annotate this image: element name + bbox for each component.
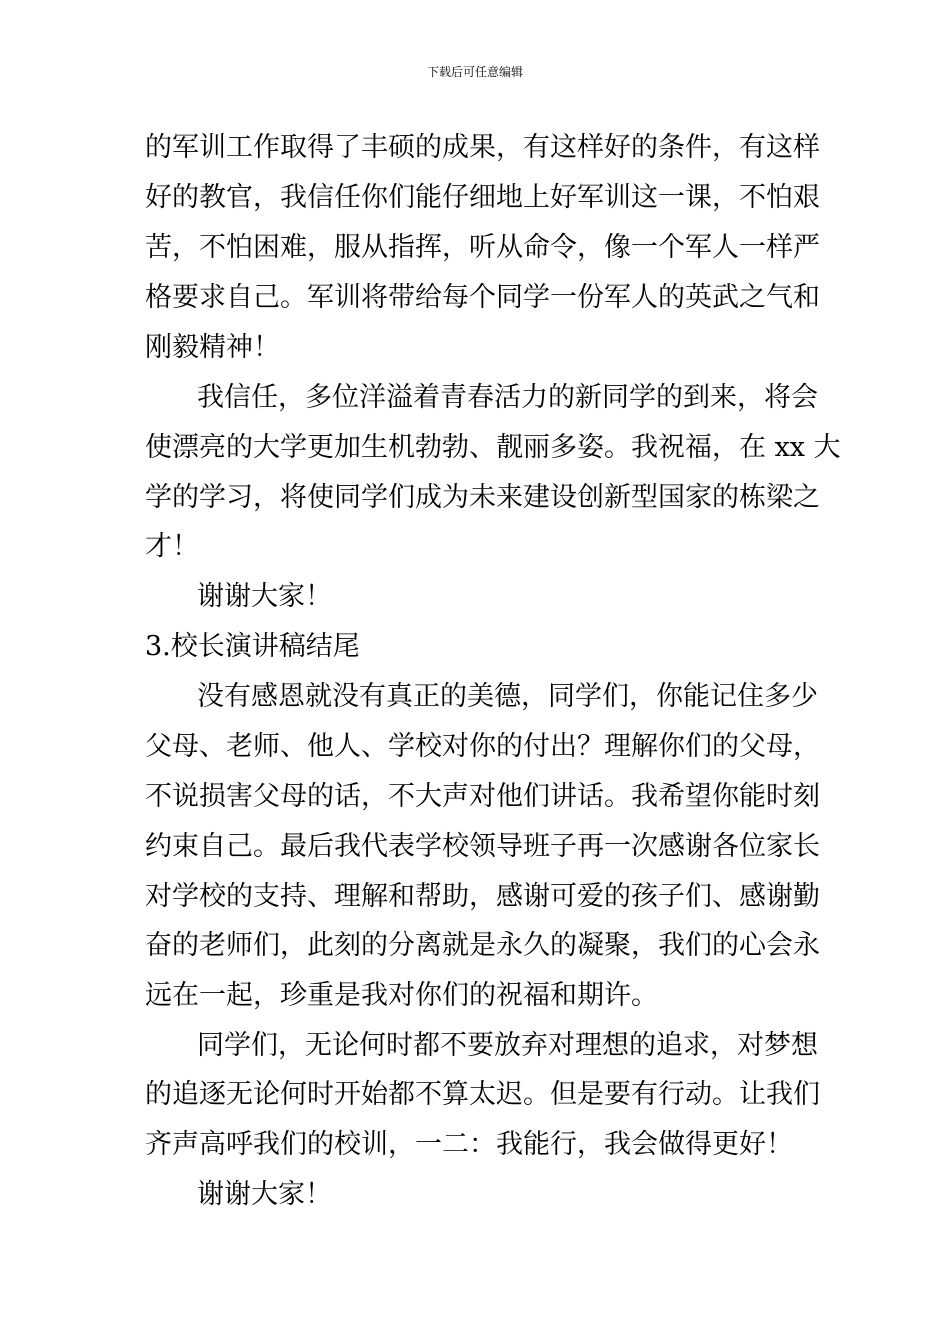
text-line	[0, 223, 950, 273]
text-line	[0, 373, 950, 423]
text-line	[0, 173, 950, 223]
text-line	[0, 1120, 950, 1170]
text-line	[0, 921, 950, 971]
text-line	[0, 572, 950, 622]
text-line-content: 同学们，无论何时都不要放弃对理想的追求，对梦想	[197, 1030, 818, 1061]
text-line	[0, 971, 950, 1021]
text-line-content: 的追逐无论何时开始都不算太迟。但是要有行动。让我们	[145, 1079, 820, 1110]
text-line	[0, 473, 950, 523]
text-line-content: 好的教官，我信任你们能仔细地上好军训这一课，不怕艰	[145, 182, 820, 213]
text-line	[0, 522, 950, 572]
text-line	[0, 1070, 950, 1120]
text-line	[0, 872, 950, 922]
text-line	[0, 273, 950, 323]
text-line-content: 父母、老师、他人、学校对你的付出？理解你们的父母，	[145, 731, 820, 762]
text-line-content: 的军训工作取得了丰硕的成果，有这样好的条件，有这样	[145, 132, 820, 163]
page-header: 下载后可任意编辑	[426, 65, 523, 79]
text-line-content: 奋的老师们，此刻的分离就是永久的凝聚，我们的心会永	[145, 930, 820, 961]
text-line-content: 格要求自己。军训将带给每个同学一份军人的英武之气和	[145, 282, 820, 313]
section-heading-text: 3.校长演讲稿结尾	[145, 631, 360, 662]
text-line	[0, 323, 950, 373]
text-line-content: 对学校的支持、理解和帮助，感谢可爱的孩子们、感谢勤	[145, 881, 820, 912]
text-line-content: 使漂亮的大学更加生机勃勃、靓丽多姿。我祝福，在 xx 大	[145, 432, 841, 463]
text-line	[0, 822, 950, 872]
text-line-content: 没有感恩就没有真正的美德，同学们，你能记住多少	[197, 681, 818, 712]
text-line	[0, 722, 950, 772]
text-line	[0, 423, 950, 473]
text-line	[0, 672, 950, 722]
text-line-content: 学的学习，将使同学们成为未来建设创新型国家的栋梁之	[145, 482, 820, 513]
text-line-content: 约束自己。最后我代表学校领导班子再一次感谢各位家长	[145, 831, 820, 862]
text-line-content: 齐声高呼我们的校训，一二：我能行，我会做得更好！	[145, 1129, 793, 1160]
text-line-content: 谢谢大家！	[197, 1179, 332, 1210]
text-line-content: 不说损害父母的话，不大声对他们讲话。我希望你能时刻	[145, 781, 820, 812]
text-line	[0, 772, 950, 822]
text-line-content: 苦，不怕困难，服从指挥，听从命令，像一个军人一样严	[145, 232, 820, 263]
text-line-content: 才！	[145, 531, 199, 562]
text-line-content: 远在一起，珍重是我对你们的祝福和期许。	[145, 980, 658, 1011]
text-line	[0, 1021, 950, 1071]
text-line	[0, 123, 950, 173]
text-line-content: 我信任，多位洋溢着青春活力的新同学的到来，将会	[197, 382, 818, 413]
text-line	[0, 1170, 950, 1220]
text-line-content: 谢谢大家！	[197, 581, 332, 612]
text-line-content: 刚毅精神！	[145, 332, 280, 363]
section-heading	[0, 622, 950, 672]
